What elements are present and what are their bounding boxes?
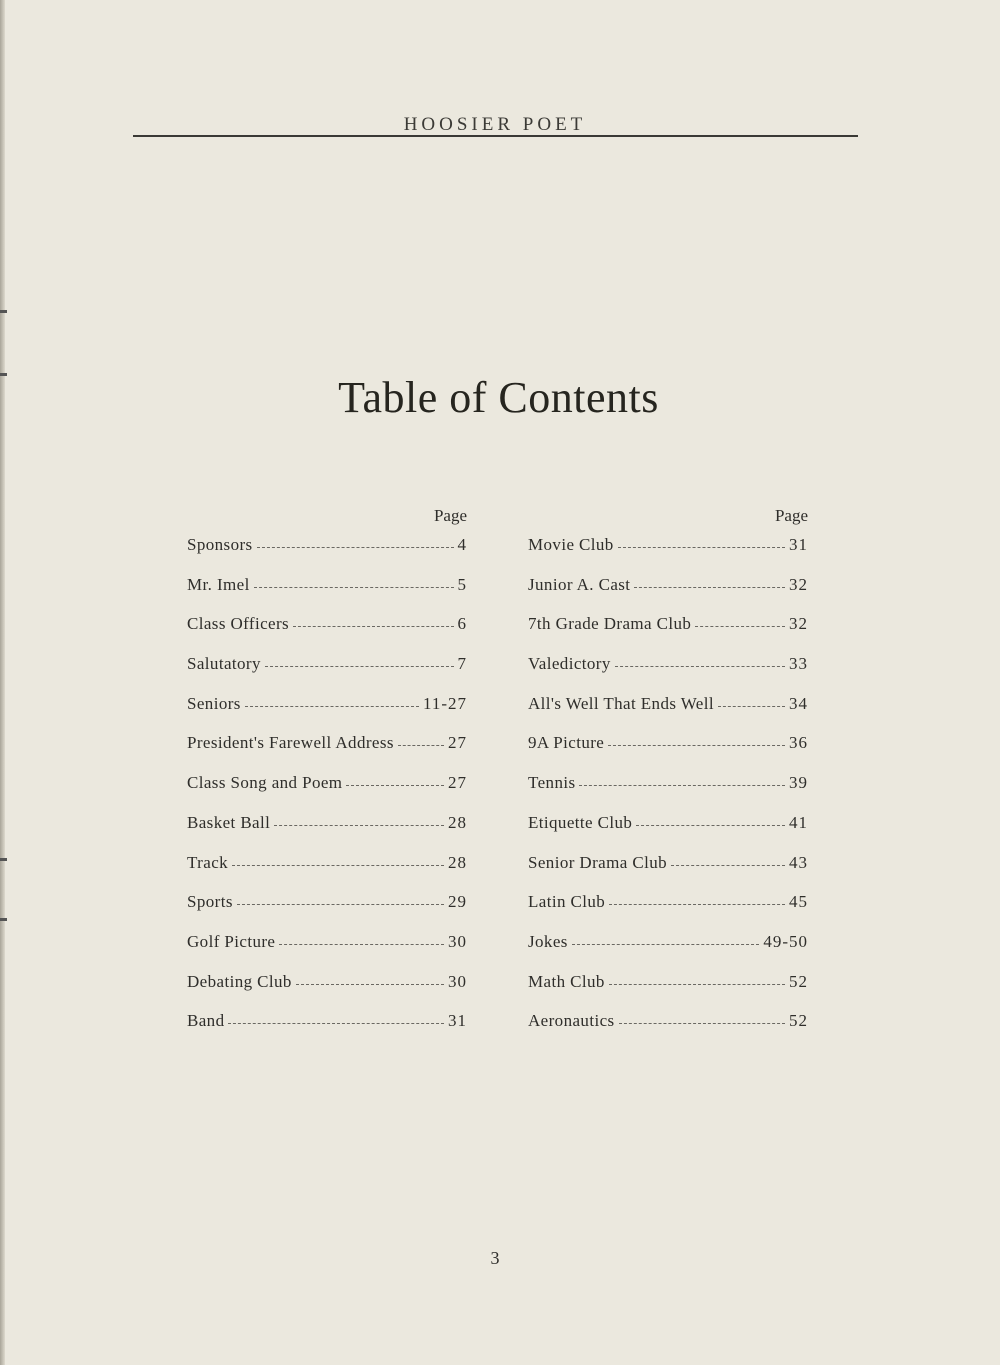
header-rule xyxy=(133,135,858,137)
toc-entry-page: 28 xyxy=(448,812,467,832)
toc-entry xyxy=(187,733,467,773)
toc-entry xyxy=(528,535,808,575)
dot-leader xyxy=(572,944,760,945)
toc-entry-page: 30 xyxy=(448,971,467,991)
dot-leader xyxy=(619,1023,785,1024)
toc-entry-label: Basket Ball xyxy=(187,812,271,832)
toc-entry-page: 11-27 xyxy=(422,693,467,713)
toc-entry xyxy=(187,1011,467,1051)
toc-entry-label: Jokes xyxy=(528,931,568,951)
dot-leader xyxy=(608,745,785,746)
page-column-label: Page xyxy=(774,506,808,525)
dot-leader xyxy=(618,547,785,548)
toc-entry-label: 7th Grade Drama Club xyxy=(528,614,692,634)
toc-entry-page: 5 xyxy=(457,574,467,594)
toc-entry-label: Tennis xyxy=(528,773,576,793)
staple-mark xyxy=(0,310,7,313)
dot-leader xyxy=(609,984,785,985)
toc-entry-label: 9A Picture xyxy=(528,733,605,753)
toc-entry xyxy=(187,773,467,813)
toc-entry xyxy=(187,853,467,893)
toc-entry-label: Sports xyxy=(187,892,233,912)
toc-entry-page: 49-50 xyxy=(763,931,808,951)
toc-entry-label: Latin Club xyxy=(528,892,606,912)
page-title: Table of Contents xyxy=(338,373,659,422)
toc-entry-label: Mr. Imel xyxy=(187,574,250,594)
dot-leader xyxy=(232,865,444,866)
toc-entry xyxy=(187,535,467,575)
toc-entry-label: Class Officers xyxy=(187,614,290,634)
toc-entry-label: Salutatory xyxy=(187,654,261,674)
toc-entry-page: 52 xyxy=(789,971,808,991)
toc-entry xyxy=(187,972,467,1012)
toc-entry xyxy=(187,813,467,853)
staple-mark xyxy=(0,858,7,861)
toc-entry-label: President's Farewell Address xyxy=(187,733,394,753)
toc-entry-page: 41 xyxy=(789,812,808,832)
toc-entry-page: 32 xyxy=(789,614,808,634)
staple-mark xyxy=(0,918,7,921)
toc-entry xyxy=(528,614,808,654)
toc-entry-label: All's Well That Ends Well xyxy=(528,693,714,713)
toc-entry-page: 30 xyxy=(448,931,467,951)
toc-entry-label: Class Song and Poem xyxy=(187,773,343,793)
toc-entry xyxy=(187,694,467,734)
toc-entry-page: 39 xyxy=(789,773,808,793)
toc-entry xyxy=(528,1011,808,1051)
toc-entry xyxy=(528,892,808,932)
toc-entry-label: Movie Club xyxy=(528,535,614,554)
dot-leader xyxy=(265,666,454,667)
toc-entry-label: Senior Drama Club xyxy=(528,852,667,872)
toc-entry-page: 45 xyxy=(789,892,808,912)
dot-leader xyxy=(279,944,444,945)
dot-leader xyxy=(634,587,785,588)
toc-entry-page: 33 xyxy=(789,654,808,674)
toc-entry-page: 4 xyxy=(457,535,467,554)
toc-entry-page: 31 xyxy=(789,535,808,554)
dot-leader xyxy=(257,547,454,548)
dot-leader xyxy=(615,666,785,667)
toc-left-column xyxy=(187,505,467,1051)
toc-entry-page: 36 xyxy=(789,733,808,753)
dot-leader xyxy=(237,904,444,905)
toc-entry-page: 7 xyxy=(457,654,467,674)
toc-entry-page: 29 xyxy=(448,892,467,912)
page-number: 3 xyxy=(490,1248,500,1268)
dot-leader xyxy=(636,825,785,826)
dot-leader xyxy=(718,706,785,707)
dot-leader xyxy=(245,706,419,707)
toc-entry xyxy=(187,575,467,615)
running-title: HOOSIER POET xyxy=(403,114,587,135)
toc-entry xyxy=(528,733,808,773)
toc-entry xyxy=(528,972,808,1012)
toc-entry xyxy=(187,892,467,932)
toc-entry xyxy=(187,654,467,694)
toc-entry xyxy=(187,614,467,654)
toc-entry-label: Valedictory xyxy=(528,654,611,674)
toc-entry-page: 32 xyxy=(789,574,808,594)
toc-entry-page: 43 xyxy=(789,852,808,872)
dot-leader xyxy=(296,984,444,985)
dot-leader xyxy=(346,785,444,786)
toc-entry-label: Etiquette Club xyxy=(528,812,633,832)
toc-entry-page: 27 xyxy=(448,773,467,793)
toc-entry-page: 27 xyxy=(448,733,467,753)
toc-entry-label: Aeronautics xyxy=(528,1011,615,1031)
dot-leader xyxy=(254,587,454,588)
toc-entry xyxy=(528,853,808,893)
toc-entry-label: Debating Club xyxy=(187,971,292,991)
dot-leader xyxy=(398,745,444,746)
toc-entry xyxy=(528,654,808,694)
dot-leader xyxy=(293,626,453,627)
dot-leader xyxy=(695,626,785,627)
dot-leader xyxy=(671,865,785,866)
dot-leader xyxy=(274,825,444,826)
toc-entry xyxy=(528,813,808,853)
toc-entry-page: 28 xyxy=(448,852,467,872)
toc-entry-label: Seniors xyxy=(187,693,241,713)
page-column-label: Page xyxy=(433,506,467,525)
dot-leader xyxy=(609,904,785,905)
toc-entry xyxy=(528,694,808,734)
toc-entry xyxy=(528,773,808,813)
binding-edge xyxy=(0,0,5,1365)
toc-entry-label: Math Club xyxy=(528,971,605,991)
dot-leader xyxy=(579,785,785,786)
toc-entry xyxy=(528,575,808,615)
toc-right-column xyxy=(528,505,808,1051)
toc-entry-label: Golf Picture xyxy=(187,931,276,951)
dot-leader xyxy=(228,1023,444,1024)
toc-entry-label: Junior A. Cast xyxy=(528,574,631,594)
toc-entry-page: 6 xyxy=(457,614,467,634)
toc-entry-page: 52 xyxy=(789,1011,808,1031)
toc-entry-label: Sponsors xyxy=(187,535,253,554)
toc-entry xyxy=(528,932,808,972)
toc-entry xyxy=(187,932,467,972)
toc-entry-label: Band xyxy=(187,1011,225,1031)
toc-entry-page: 34 xyxy=(789,693,808,713)
toc-entry-label: Track xyxy=(187,852,229,872)
toc-entry-page: 31 xyxy=(448,1011,467,1031)
